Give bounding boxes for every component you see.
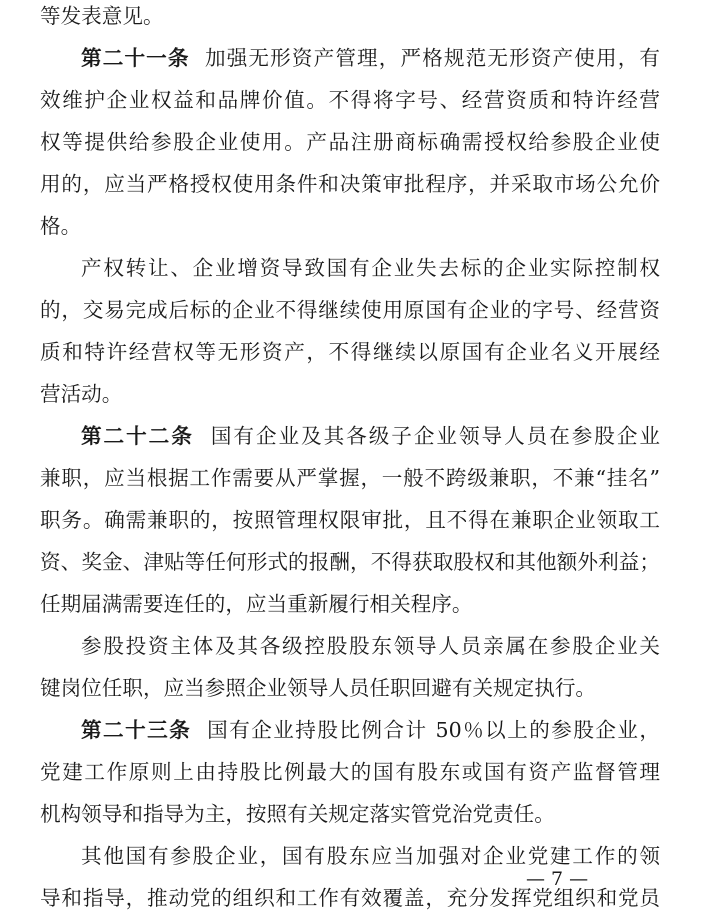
article-21-heading-line: 第二十一条 加强无形资产管理，严格规范无形资产使用，有 xyxy=(81,46,661,70)
text-line: 键岗位任职，应当参照企业领导人员任职回避有关规定执行。 xyxy=(40,676,597,700)
article-number: 第二十一条 xyxy=(81,46,190,70)
paragraph-start-line: 其他国有参股企业，国有股东应当加强对企业党建工作的领 xyxy=(81,844,660,868)
text-line: 用的，应当严格授权使用条件和决策审批程序，并采取市场公允价 xyxy=(40,172,660,196)
text-line: 的，交易完成后标的企业不得继续使用原国有企业的字号、经营资 xyxy=(40,298,660,322)
text-line: 兼职，应当根据工作需要从严掌握，一般不跨级兼职，不兼“挂名” xyxy=(40,466,660,490)
article-number: 第二十三条 xyxy=(81,718,192,742)
text-line: 权等提供给参股企业使用。产品注册商标确需授权给参股企业使 xyxy=(40,130,660,154)
page-number: — 7 — xyxy=(526,868,589,890)
text-line: 职务。确需兼职的，按照管理权限审批，且不得在兼职企业领取工 xyxy=(40,508,660,532)
paragraph-start-line: 参股投资主体及其各级控股股东领导人员亲属在参股企业关 xyxy=(81,634,660,658)
text-line: 机构领导和指导为主，按照有关规定落实管党治党责任。 xyxy=(40,802,555,826)
text-line: 导和指导，推动党的组织和工作有效覆盖，充分发挥党组织和党员 xyxy=(40,886,660,910)
paragraph-start-line: 产权转让、企业增资导致国有企业失去标的企业实际控制权 xyxy=(81,256,660,280)
article-22-heading-line: 第二十二条 国有企业及其各级子企业领导人员在参股企业 xyxy=(81,424,661,448)
text-line: 资、奖金、津贴等任何形式的报酬，不得获取股权和其他额外利益； xyxy=(40,550,660,574)
text-line: 效维护企业权益和品牌价值。不得将字号、经营资质和特许经营 xyxy=(40,88,660,112)
text-line: 格。 xyxy=(40,214,82,238)
text-line: 党建工作原则上由持股比例最大的国有股东或国有资产监督管理 xyxy=(40,760,660,784)
text-line: 营活动。 xyxy=(40,382,123,406)
text-line: 等发表意见。 xyxy=(40,4,164,28)
article-23-heading-line: 第二十三条 国有企业持股比例合计 50％以上的参股企业， xyxy=(81,718,661,742)
text-line: 质和特许经营权等无形资产，不得继续以原国有企业名义开展经 xyxy=(40,340,660,364)
text-line: 任期届满需要连任的，应当重新履行相关程序。 xyxy=(40,592,473,616)
article-number: 第二十二条 xyxy=(81,424,194,448)
